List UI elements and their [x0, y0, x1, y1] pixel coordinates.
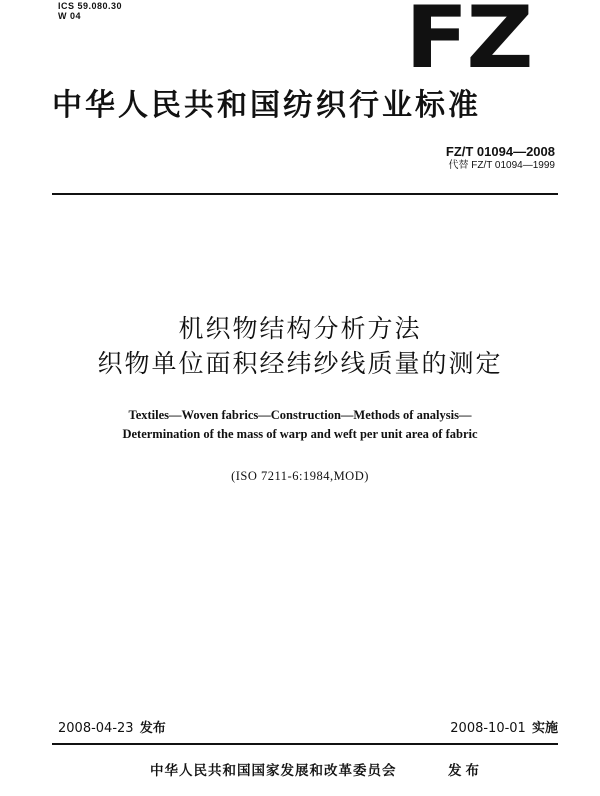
title-en-line1: Textiles—Woven fabrics—Construction—Methods of analysis— [128, 408, 472, 422]
iso-reference: (ISO 7211-6:1984,MOD) [231, 469, 369, 483]
replaced-standard: 代替 FZ/T 01094—1999 [448, 160, 555, 171]
issue-date-block [58, 720, 166, 738]
implementation-date-block [450, 720, 558, 738]
ccs-code: W 04 [58, 11, 82, 21]
header-title: 中华人民共和国纺织行业标准 [52, 88, 481, 123]
issue-date: 2008-04-23 [58, 721, 134, 736]
ics-code: ICS 59.080.30 [58, 1, 123, 11]
issuing-authority: 中华人民共和国国家发展和改革委员会 [150, 763, 397, 779]
title-cn-line2: 织物单位面积经纬纱线质量的测定 [97, 349, 503, 378]
fz-logo: FZ [405, 0, 532, 88]
issue-label: 发布 [139, 721, 166, 736]
implementation-label: 实施 [531, 721, 558, 736]
bottom-divider [52, 743, 558, 745]
issuing-action: 发布 [448, 763, 483, 779]
implementation-date: 2008-10-01 [450, 721, 526, 736]
top-divider [52, 193, 558, 195]
standard-number: FZ/T 01094—2008 [445, 144, 555, 159]
title-cn-line1: 机织物结构分析方法 [178, 314, 422, 343]
title-en-line2: Determination of the mass of warp and weft per unit area of fabric [122, 427, 478, 441]
